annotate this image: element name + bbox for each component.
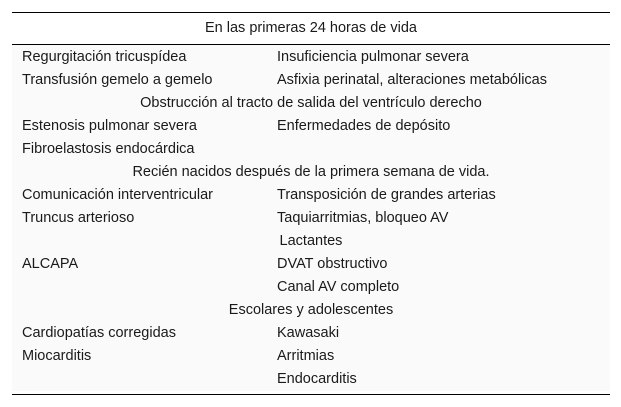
row-right-cell: Transposición de grandes arterias [277,187,496,203]
table-row [12,69,610,92]
row-left-cell: Regurgitación tricuspídea [22,49,187,65]
row-right-cell: Taquiarritmias, bloqueo AV [277,210,449,226]
row-right-cell: DVAT obstructivo [277,256,388,272]
table-row [12,207,610,230]
row-left-cell: ALCAPA [22,256,79,272]
row-right-cell: Endocarditis [277,371,357,387]
row-left-cell: Estenosis pulmonar severa [22,118,197,134]
table-row [12,253,610,276]
table-header [12,13,610,45]
table-row [12,184,610,207]
section-heading-text: Escolares y adolescentes [228,302,394,318]
section-heading [12,92,610,115]
table-row [12,115,610,138]
row-left-cell: Transfusión gemelo a gemelo [22,72,213,88]
row-right-cell: Insuficiencia pulmonar severa [277,49,469,65]
table-row [12,345,610,368]
row-left-cell: Miocarditis [22,348,92,364]
row-left-cell: Truncus arterioso [22,210,135,226]
row-left-cell: Comunicación interventricular [22,187,213,203]
row-right-cell: Canal AV completo [277,279,400,295]
row-right-cell: Enfermedades de depósito [277,118,451,134]
row-right-cell: Asfixia perinatal, alteraciones metabólicas [277,72,547,88]
row-left-cell: Cardiopatías corregidas [22,325,176,341]
section-heading-text: Obstrucción al tracto de salida del ventrículo derecho [140,95,482,111]
section-heading [12,230,610,253]
section-heading-text: Lactantes [279,233,343,249]
table-body [12,45,610,391]
row-right-cell: Arritmias [277,348,335,364]
row-left-cell: Fibroelastosis endocárdica [22,141,195,157]
section-heading [12,299,610,322]
section-heading [12,161,610,184]
table-header-title: En las primeras 24 horas de vida [205,20,417,36]
table-row [12,322,610,345]
section-heading-text: Recién nacidos después de la primera semana de vida. [132,164,490,180]
table-row [12,138,610,161]
table-row [12,368,610,391]
causes-table [12,12,610,395]
table-row [12,46,610,69]
row-right-cell: Kawasaki [277,325,340,341]
table-row [12,276,610,299]
